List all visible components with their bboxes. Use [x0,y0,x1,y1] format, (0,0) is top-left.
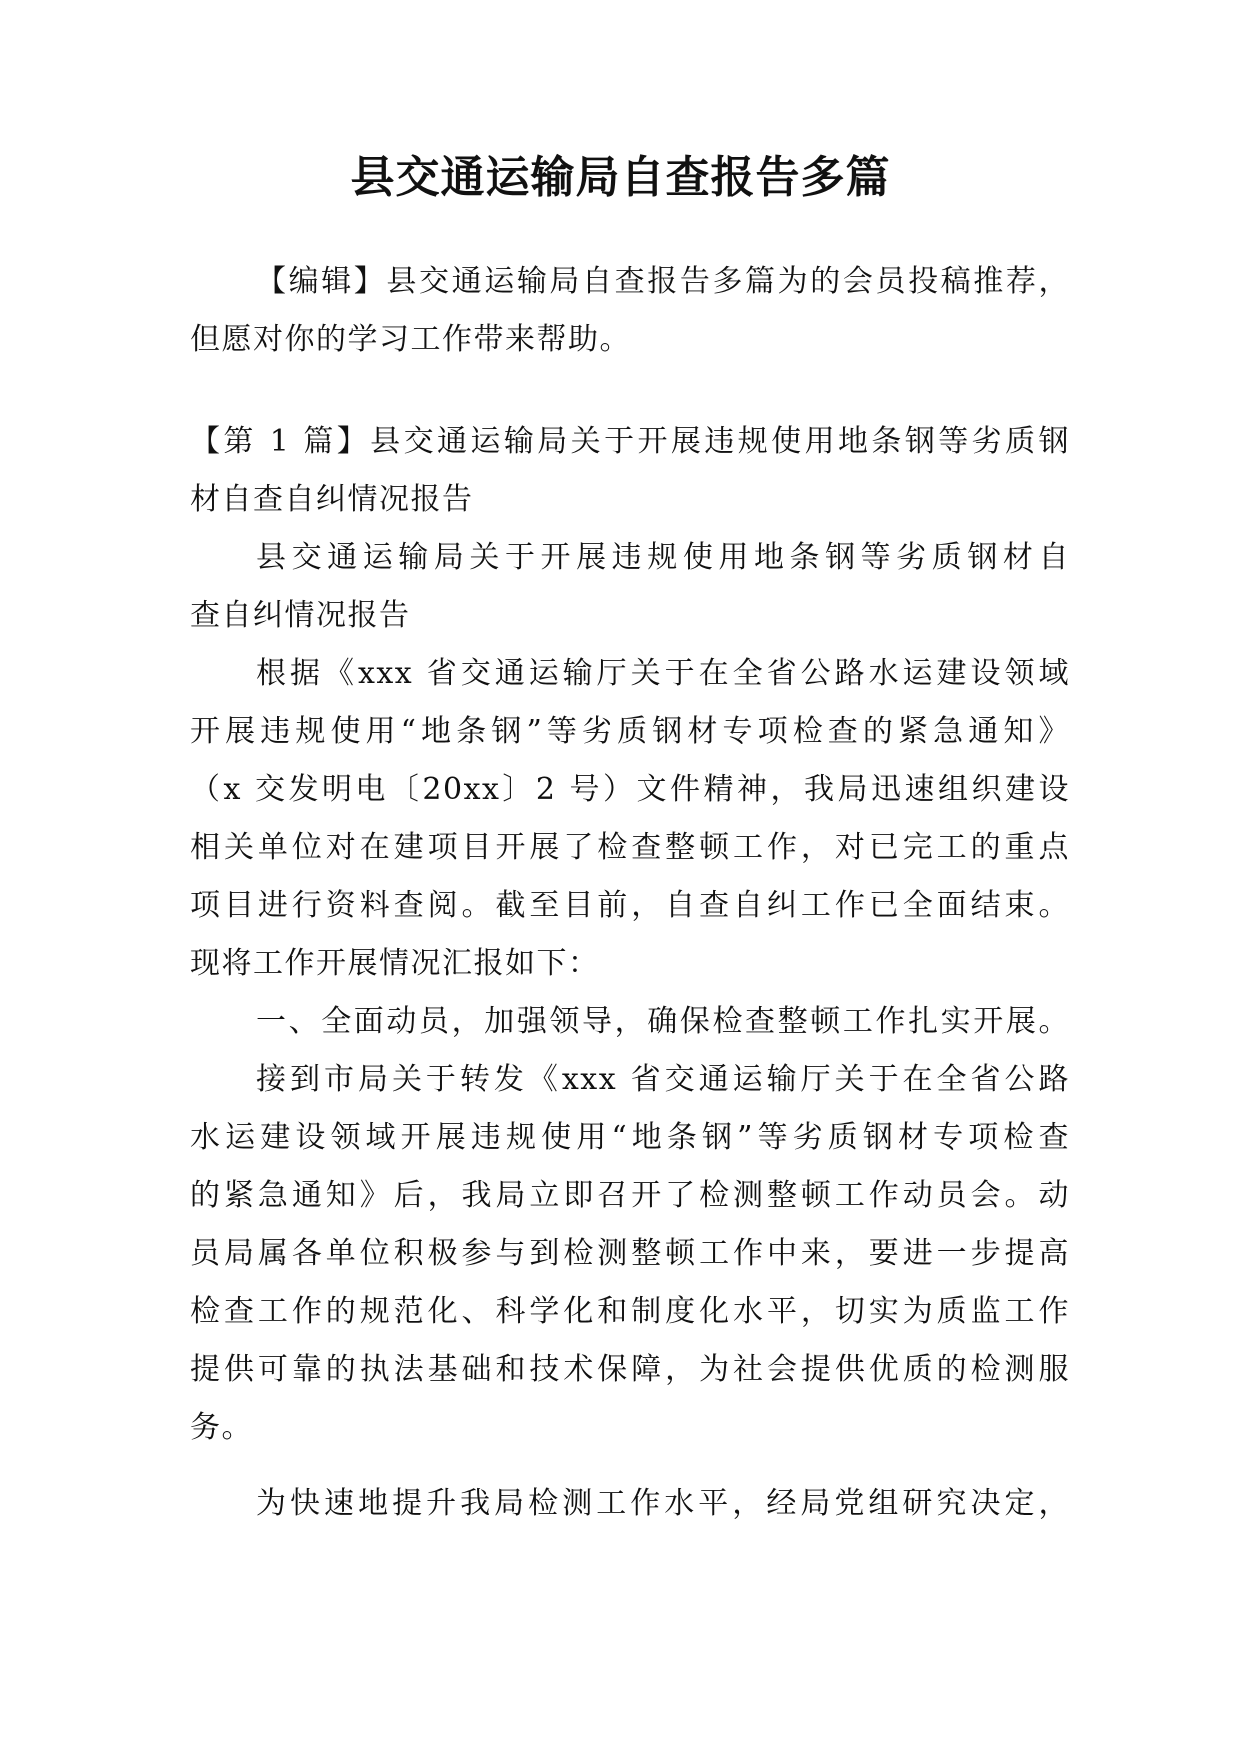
paragraph-line: 【编辑】县交通运输局自查报告多篇为的会员投稿推荐， [256,264,1070,299]
paragraph-line: 接到市局关于转发《xxx 省交通运输厅关于在全省公路 [256,1062,1070,1097]
paragraph-line: 项目进行资料查阅。截至目前，自查自纠工作已全面结束。 [190,888,1070,923]
paragraph-line: 材自查自纠情况报告 [190,482,474,517]
paragraph-line: 县交通运输局关于开展违规使用地条钢等劣质钢材自 [256,540,1070,575]
paragraph-line: 查自纠情况报告 [190,598,411,633]
paragraph-line: 务。 [190,1410,253,1445]
section-heading: 一、全面动员，加强领导，确保检查整顿工作扎实开展。 [256,1004,1070,1039]
paragraph-line: 相关单位对在建项目开展了检查整顿工作，对已完工的重点 [190,830,1070,865]
paragraph-line: 但愿对你的学习工作带来帮助。 [190,322,631,357]
paragraph-line: 的紧急通知》后，我局立即召开了检测整顿工作动员会。动 [190,1178,1070,1213]
paragraph-line: 员局属各单位积极参与到检测整顿工作中来，要进一步提高 [190,1236,1070,1271]
document-title: 县交通运输局自查报告多篇 [350,152,891,203]
paragraph-line: 提供可靠的执法基础和技术保障，为社会提供优质的检测服 [190,1352,1070,1387]
paragraph-line: 水运建设领域开展违规使用“地条钢”等劣质钢材专项检查 [190,1120,1070,1155]
paragraph-line: 检查工作的规范化、科学化和制度化水平，切实为质监工作 [190,1294,1070,1329]
paragraph-line: 现将工作开展情况汇报如下： [190,946,600,981]
paragraph-line: （x 交发明电〔20xx〕2 号）文件精神，我局迅速组织建设 [190,772,1070,807]
paragraph-line: 【第 1 篇】县交通运输局关于开展违规使用地条钢等劣质钢 [190,424,1070,459]
paragraph-line: 开展违规使用“地条钢”等劣质钢材专项检查的紧急通知》 [190,714,1070,749]
paragraph-line: 根据《xxx 省交通运输厅关于在全省公路水运建设领域 [256,656,1070,691]
paragraph-line: 为快速地提升我局检测工作水平，经局党组研究决定， [256,1486,1070,1521]
